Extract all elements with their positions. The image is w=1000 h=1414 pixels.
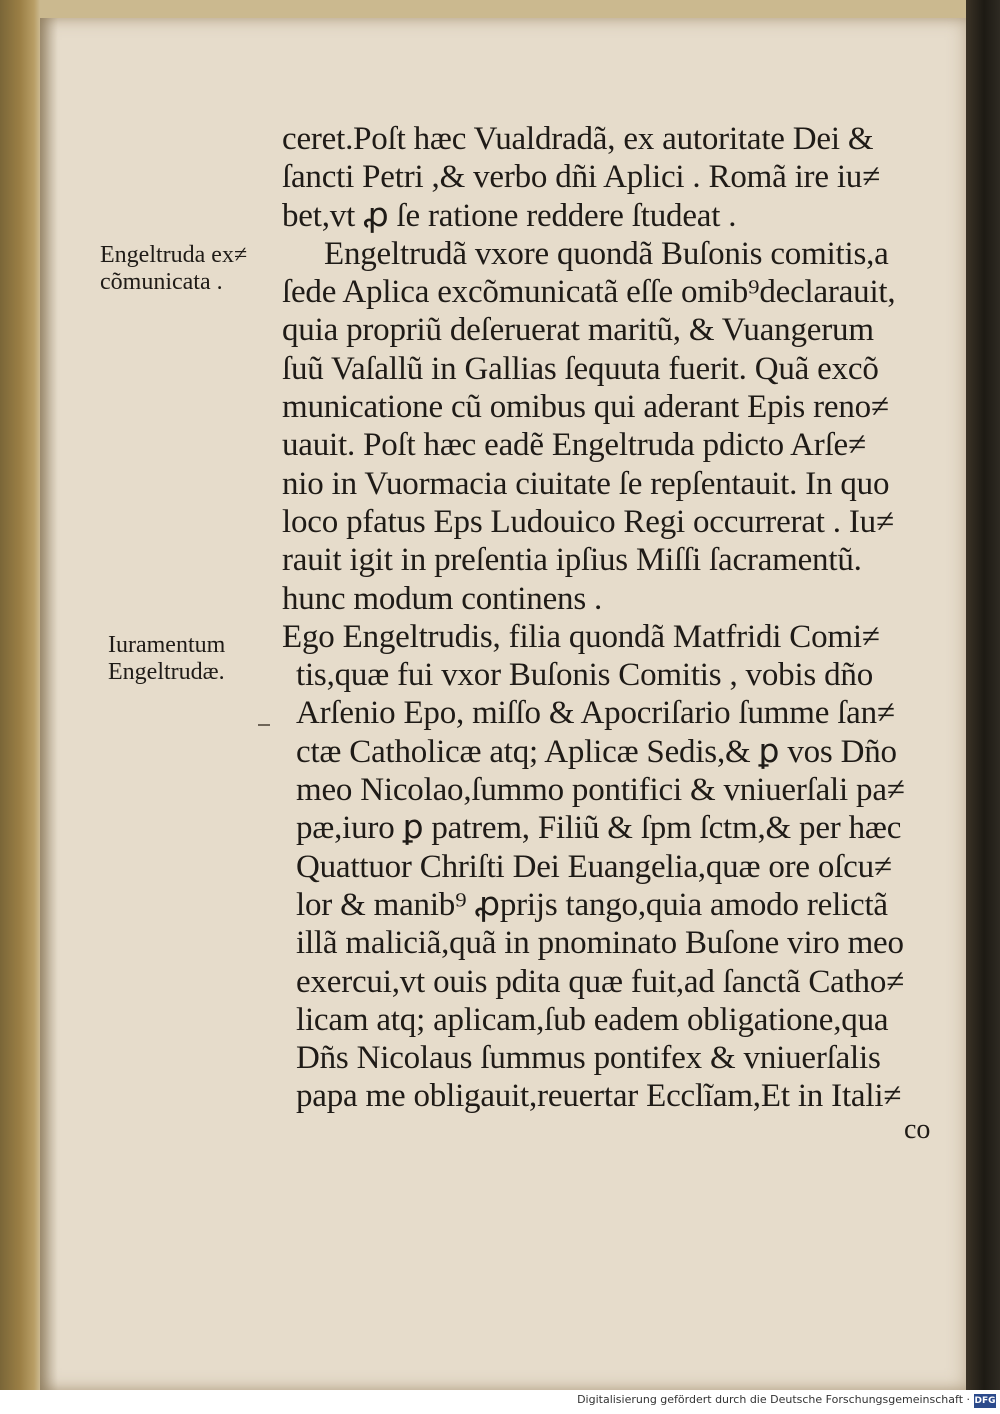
text-line: papa me obligauit,reuertar Ecclĩam,Et in Itali≠ (296, 1078, 902, 1115)
margin-note-line: Engeltrudæ. (108, 659, 225, 685)
text-line: ſede Aplica excõmunicatã eſſe omib⁹declarauit, (282, 274, 896, 311)
margin-note-line: Iuramentum (108, 632, 226, 658)
text-line: rauit igit in preſentia ipſius Miſſi ſacramentũ. (282, 542, 862, 579)
margin-note-line: cõmunicata . (100, 269, 223, 295)
dfg-logo-icon: DFG (974, 1396, 996, 1406)
margin-note-excommunication (100, 242, 247, 296)
text-line: hunc modum continens . (282, 580, 603, 617)
margin-note-oath (108, 632, 225, 686)
text-line: ctæ Catholicæ atq; Aplicæ Sedis,& ꝑ vos Dño (296, 733, 897, 770)
text-line: illã maliciã,quã in pnominato Buſone viro meo (296, 925, 904, 962)
text-line: Arſenio Epo, miſſo & Apocriſario ſumme ſan≠ (296, 695, 895, 732)
text-line: Engeltrudã vxore quondã Buſonis comitis,a (324, 235, 889, 272)
margin-dash (258, 724, 270, 726)
gutter-shadow (40, 18, 58, 1390)
text-line: ceret.Poſt hæc Vualdradã, ex autoritate Dei & (282, 121, 874, 157)
footer-credit: Digitalisierung gefördert durch die Deutsche Forschungsgemeinschaft · (577, 1393, 970, 1406)
body-text (282, 120, 942, 1116)
text-line: pæ,iuro ꝑ patrem, Filiũ & ſpm ſctm,& per hæc (296, 810, 902, 847)
text-line: meo Nicolao,ſummo pontifici & vniuerſali pa≠ (296, 772, 905, 809)
text-line: licam atq; aplicam,ſub eadem obligatione,qua (296, 1001, 889, 1038)
text-line: uauit. Poſt hæc eadẽ Engeltruda pdicto Arſe≠ (282, 427, 866, 464)
catchword: co (904, 1114, 931, 1145)
text-line: ſuũ Vaſallũ in Gallias ſequuta fuerit. Quã excõ (282, 350, 879, 387)
text-line: quia propriũ deſeruerat maritũ, & Vuangerum (282, 312, 874, 349)
footer-bar (0, 1390, 1000, 1414)
text-line: lor & manib⁹ ꝓprijs tango,quia amodo relictã (296, 886, 888, 923)
text-line: ſancti Petri ,& verbo dñi Aplici . Romã ire iu≠ (282, 159, 881, 196)
text-line: Ego Engeltrudis, filia quondã Matfridi Comi≠ (282, 618, 880, 655)
text-line: Quattuor Chriſti Dei Euangelia,quæ ore oſcu≠ (296, 848, 892, 885)
margin-note-line: Engeltruda ex≠ (100, 242, 248, 268)
text-line: nio in Vuormacia ciuitate ſe repſentauit. In quo (282, 465, 890, 502)
text-line: Dñs Nicolaus ſummus pontifex & vniuerſalis (296, 1040, 881, 1077)
text-line: tis,quæ fui vxor Buſonis Comitis , vobis dño (296, 657, 874, 694)
text-line: municatione cũ omibus qui aderant Epis reno≠ (282, 389, 889, 426)
text-line: exercui,vt ouis pdita quæ fuit,ad ſanctã Catho≠ (296, 963, 905, 1000)
book-edge (966, 0, 1000, 1390)
text-line: bet,vt ꝓ ſe ratione reddere ſtudeat . (282, 197, 737, 234)
text-line: loco pfatus Eps Ludouico Regi occurrerat . Iu≠ (282, 503, 894, 540)
